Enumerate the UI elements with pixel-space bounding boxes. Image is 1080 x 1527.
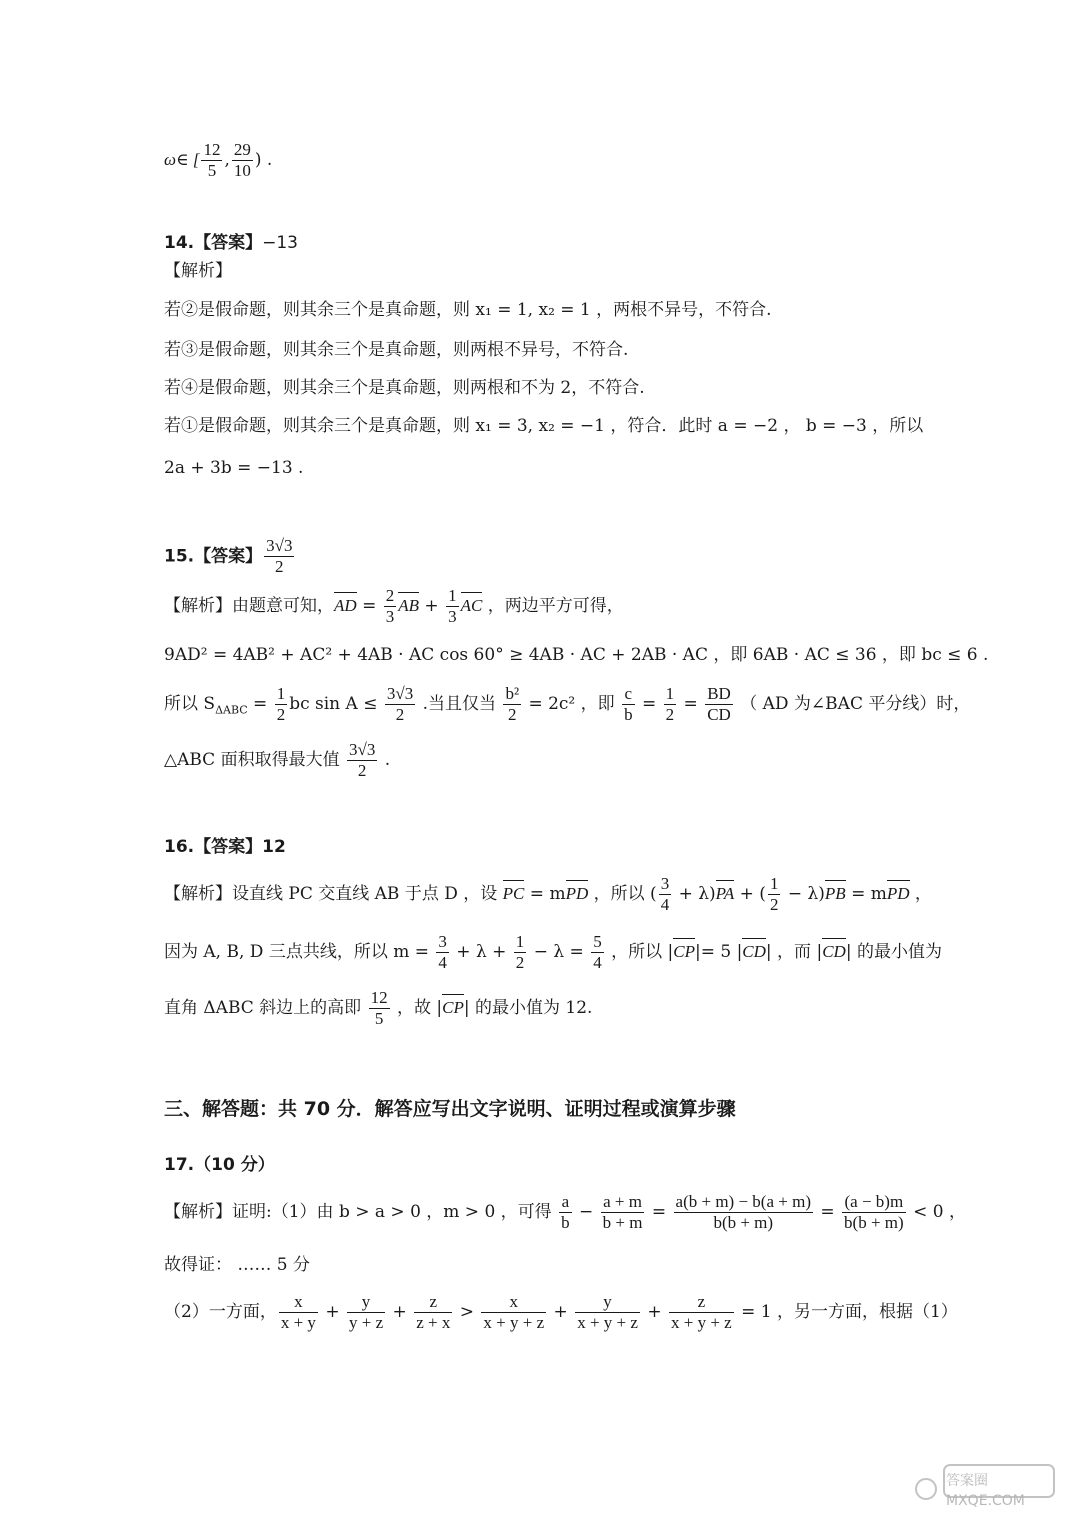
q17-line-3: （2）一方面， $\frac{x}{x + y}$ + $\frac{y}{y + z}$ + $\frac{z}{z + x}$ > $\frac{x}{x + y + z}$ + $\frac{y}{x + y + z}$ + $\frac{z}{x + y + z}$ = 1 ，另一方面，根据（1）	[164, 1292, 958, 1332]
fraction: $\frac{3√3}{2}$	[266, 536, 293, 576]
fraction: $\frac{12}{5}$	[370, 988, 388, 1028]
q14-line-5: 2a + 3b = −13 .	[164, 458, 304, 478]
vector: CD	[742, 942, 766, 961]
q15-heading: 15.【答案】 $\frac{3√3}{2}$	[164, 536, 293, 576]
q16-heading: 16.【答案】12	[164, 837, 286, 857]
q15-line-1: 【解析】由题意可知，AD = $\frac{2}{3}$ AB + $\frac{1}{3}$ AC ，两边平方可得，	[164, 586, 624, 626]
q14-line-1: 若②是假命题，则其余三个是真命题，则 x₁ = 1, x₂ = 1 ，两根不异号，不符合.	[164, 300, 772, 320]
fraction: $\frac{y}{y + z}$	[348, 1292, 384, 1332]
q17-line-1: 【解析】证明:（1）由 b > a > 0 ，m > 0 ，可得 $\frac{a}{b}$ − $\frac{a + m}{b + m}$ = $\frac{a(b + m) - b(a + m)}{b(b + m)}$ = $\frac{(a - b)m}{b(b + m)}$ < 0 ，	[164, 1192, 966, 1232]
fraction: $\frac{3√3}{2}$	[386, 684, 414, 724]
fraction: $\frac{z}{x + y + z}$	[670, 1292, 732, 1332]
fraction: $\frac{3√3}{2}$	[348, 740, 376, 780]
q16-line-1: 【解析】设直线 PC 交直线 AB 于点 D ，设 PC = mPD ，所以 ( $\frac{3}{4}$ + λ)PA + ( $\frac{1}{2}$ − λ)PB = mPD ，	[164, 874, 932, 914]
fraction: $\frac{(a - b)m}{b(b + m)}$	[844, 1192, 904, 1232]
vector: CP	[442, 998, 464, 1017]
fraction: $\frac{a + m}{b + m}$	[602, 1192, 643, 1232]
q17-line-2: 故得证： …… 5 分	[164, 1255, 311, 1275]
q14-heading: 14.【答案】−13	[164, 233, 299, 253]
watermark-text: 答案圈 MXQE.COM	[946, 1473, 1025, 1509]
section-3-heading: 三、解答题：共 70 分．解答应写出文字说明、证明过程或演算步骤	[164, 1098, 736, 1120]
vector: AB	[398, 596, 420, 615]
fraction: $\frac{a(b + m) - b(a + m)}{b(b + m)}$	[675, 1192, 811, 1232]
fraction: $\frac{1}{2}$	[769, 874, 779, 914]
q14-line-4: 若①是假命题，则其余三个是真命题，则 x₁ = 3, x₂ = −1 ，符合．此时 a = −2 ， b = −3 ，所以	[164, 416, 924, 436]
q17-heading: 17.（10 分）	[164, 1155, 275, 1175]
fraction: $\frac{1}{2}$	[665, 684, 675, 724]
vector: CP	[673, 942, 695, 961]
fraction: $\frac{y}{x + y + z}$	[577, 1292, 638, 1332]
fraction: $\frac{29}{10}$	[233, 140, 251, 180]
vector: CD	[822, 942, 846, 961]
fraction: $\frac{\text{b²}}{2}$	[505, 684, 520, 724]
fraction: $\frac{z}{z + x}$	[416, 1292, 451, 1332]
fraction: $\frac{12}{5}$	[203, 140, 221, 180]
vector: PC	[502, 884, 525, 903]
vector: AD	[334, 596, 357, 615]
q15-line-2: 9AD² = 4AB² + AC² + 4AB · AC cos 60° ≥ 4AB · AC + 2AB · AC ，即 6AB · AC ≤ 36 ，即 bc ≤ 6 .	[164, 645, 989, 665]
fraction: $\frac{1}{2}$	[276, 684, 286, 724]
fraction: $\frac{x}{x + y + z}$	[483, 1292, 545, 1332]
q15-line-3: 所以 $S_{\Delta ABC}$ = $\frac{1}{2}$ bc sin A ≤ $\frac{3√3}{2}$ .当且仅当 $\frac{\text{b²}}{2}$ = 2c² ，即 $\frac{c}{b}$ = $\frac{1}{2}$ = $\frac{BD}{CD}$ （ AD 为∠BAC 平分线）时，	[164, 684, 971, 724]
fraction: $\frac{a}{b}$	[561, 1192, 570, 1232]
fraction: $\frac{5}{4}$	[593, 932, 602, 972]
q14-analysis-label: 【解析】	[164, 261, 232, 281]
watermark-logo	[910, 1459, 1060, 1519]
fraction: $\frac{1}{2}$	[515, 932, 525, 972]
fraction: $\frac{1}{3}$	[448, 586, 457, 626]
fraction: $\frac{3}{4}$	[660, 874, 670, 914]
fraction: $\frac{3}{4}$	[438, 932, 447, 972]
fraction: $\frac{x}{x + y}$	[280, 1292, 316, 1332]
vector: PD	[565, 884, 589, 903]
vector: PB	[824, 884, 846, 903]
fraction: $\frac{c}{b}$	[624, 684, 633, 724]
vector: PD	[886, 884, 910, 903]
fraction: $\frac{2}{3}$	[385, 586, 395, 626]
q14-line-2: 若③是假命题，则其余三个是真命题，则两根不异号，不符合.	[164, 340, 629, 360]
q16-line-2: 因为 A, B, D 三点共线，所以 m = $\frac{3}{4}$ + λ + $\frac{1}{2}$ − λ = $\frac{5}{4}$ ，所以 |CP|= 5 |CD| ，而 |CD| 的最小值为	[164, 932, 942, 972]
omega-range-line: ω∈ [ $\frac{12}{5}$ , $\frac{29}{10}$ ) .	[164, 140, 273, 180]
vector: AC	[460, 596, 483, 615]
fraction: $\frac{BD}{CD}$	[707, 684, 731, 724]
vector: PA	[715, 884, 735, 903]
q16-line-3: 直角 ΔABC 斜边上的高即 $\frac{12}{5}$ ，故 |CP| 的最小值为 12.	[164, 988, 593, 1028]
q15-line-4: △ABC 面积取得最大值 $\frac{3√3}{2}$ .	[164, 740, 391, 780]
q14-line-3: 若④是假命题，则其余三个是真命题，则两根和不为 2，不符合.	[164, 378, 645, 398]
